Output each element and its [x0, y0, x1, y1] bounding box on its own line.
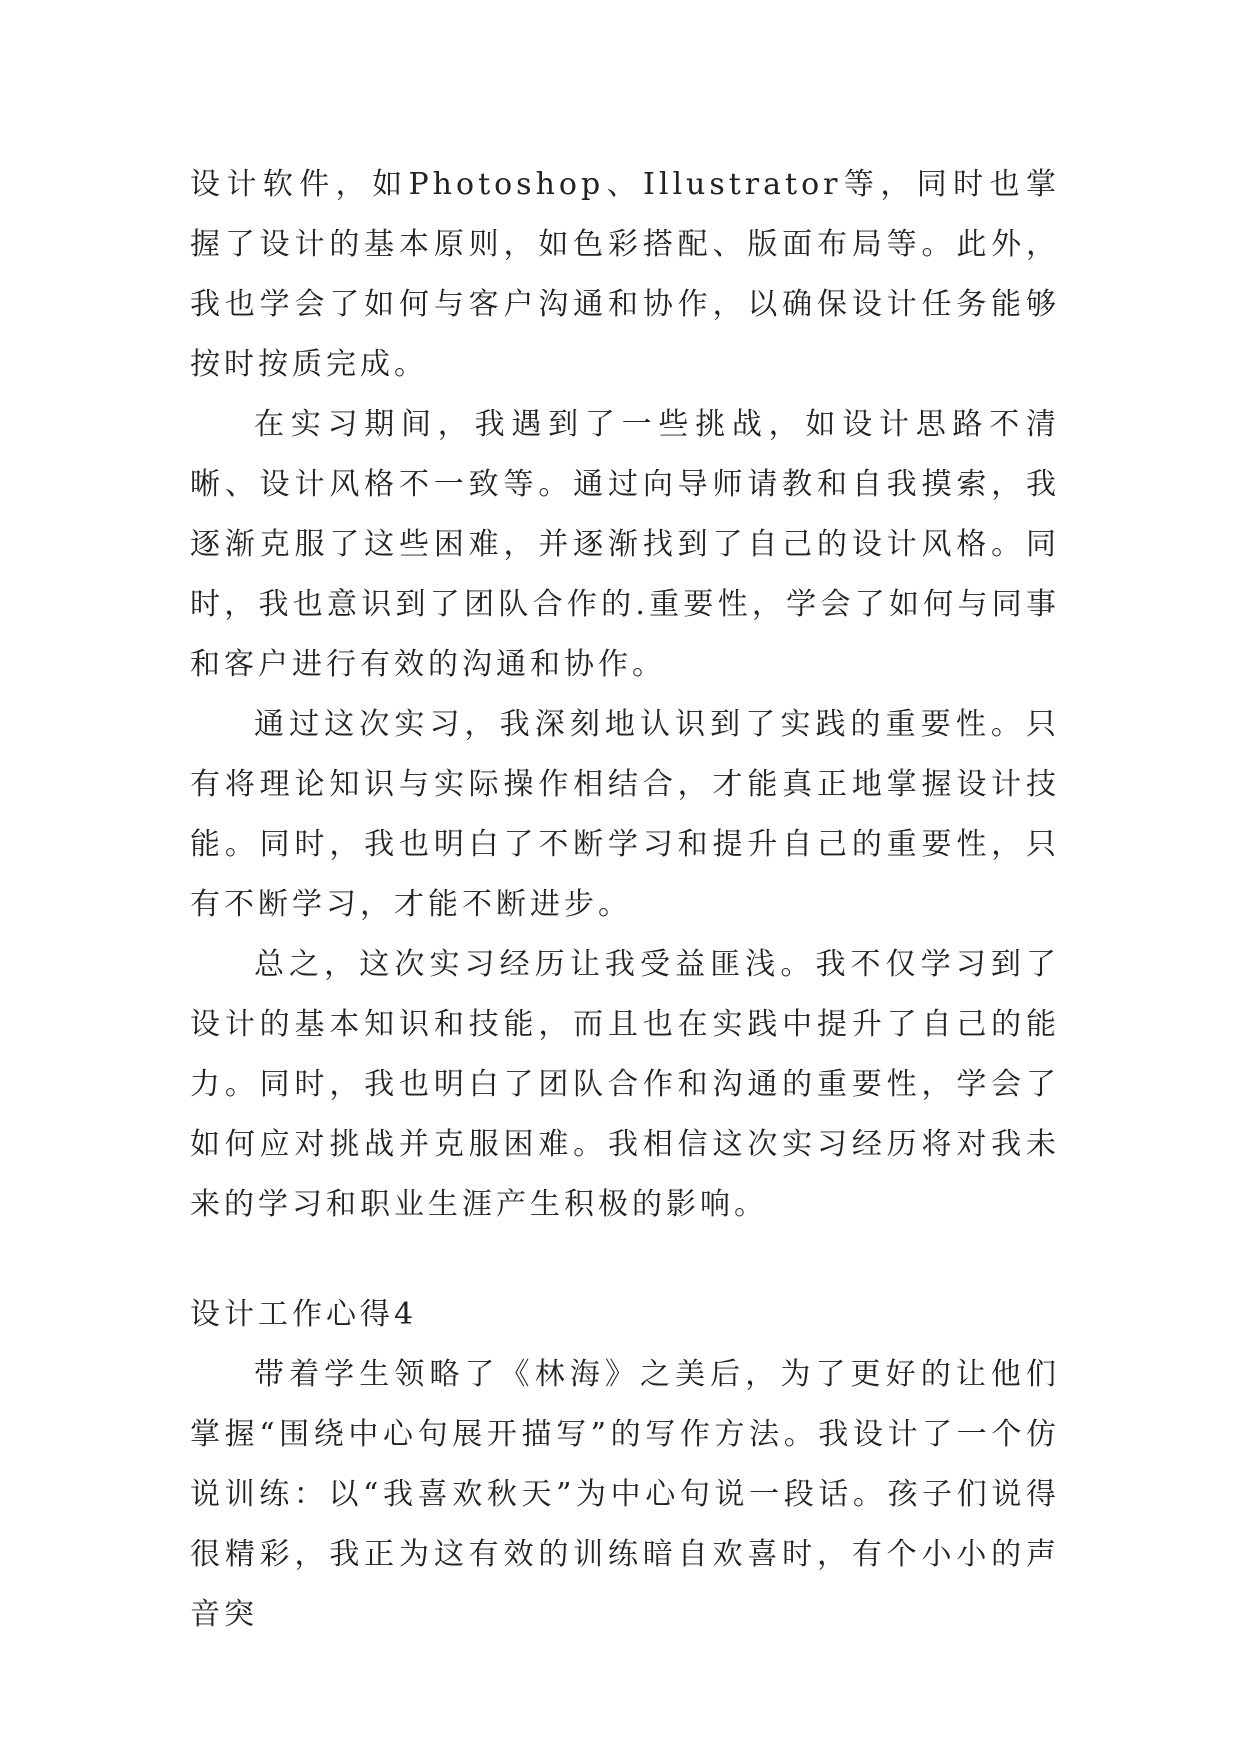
paragraph-summary: 总之，这次实习经历让我受益匪浅。我不仅学习到了设计的基本知识和技能，而且也在实践中提升了自己的能力。同时，我也明白了团队合作和沟通的重要性，学会了如何应对挑战并克服困难。我相信这次实习经历将对我未来的学习和职业生涯产生积极的影响。: [190, 947, 1060, 1222]
paragraph-challenges: 在实习期间，我遇到了一些挑战，如设计思路不清晰、设计风格不一致等。通过向导师请教和自我摸索，我逐渐克服了这些困难，并逐渐找到了自己的设计风格。同时，我也意识到了团队合作的.重要性，学会了如何与同事和客户进行有效的沟通和协作。: [190, 407, 1060, 682]
section-heading: 设计工作心得4: [190, 1297, 418, 1332]
paragraph-continuation: 设计软件，如Photoshop、Illustrator等，同时也掌握了设计的基本原则，如色彩搭配、版面布局等。此外，我也学会了如何与客户沟通和协作，以确保设计任务能够按时按质完成。: [190, 167, 1060, 382]
paragraph-lesson: 带着学生领略了《林海》之美后，为了更好的让他们掌握“围绕中心句展开描写”的写作方法。我设计了一个仿说训练：以“我喜欢秋天”为中心句说一段话。孩子们说得很精彩，我正为这有效的训练暗自欢喜时，有个小小的声音突: [190, 1357, 1060, 1632]
paragraph-practice: 通过这次实习，我深刻地认识到了实践的重要性。只有将理论知识与实际操作相结合，才能真正地掌握设计技能。同时，我也明白了不断学习和提升自己的重要性，只有不断学习，才能不断进步。: [190, 707, 1060, 922]
document-body: [190, 155, 1060, 1645]
